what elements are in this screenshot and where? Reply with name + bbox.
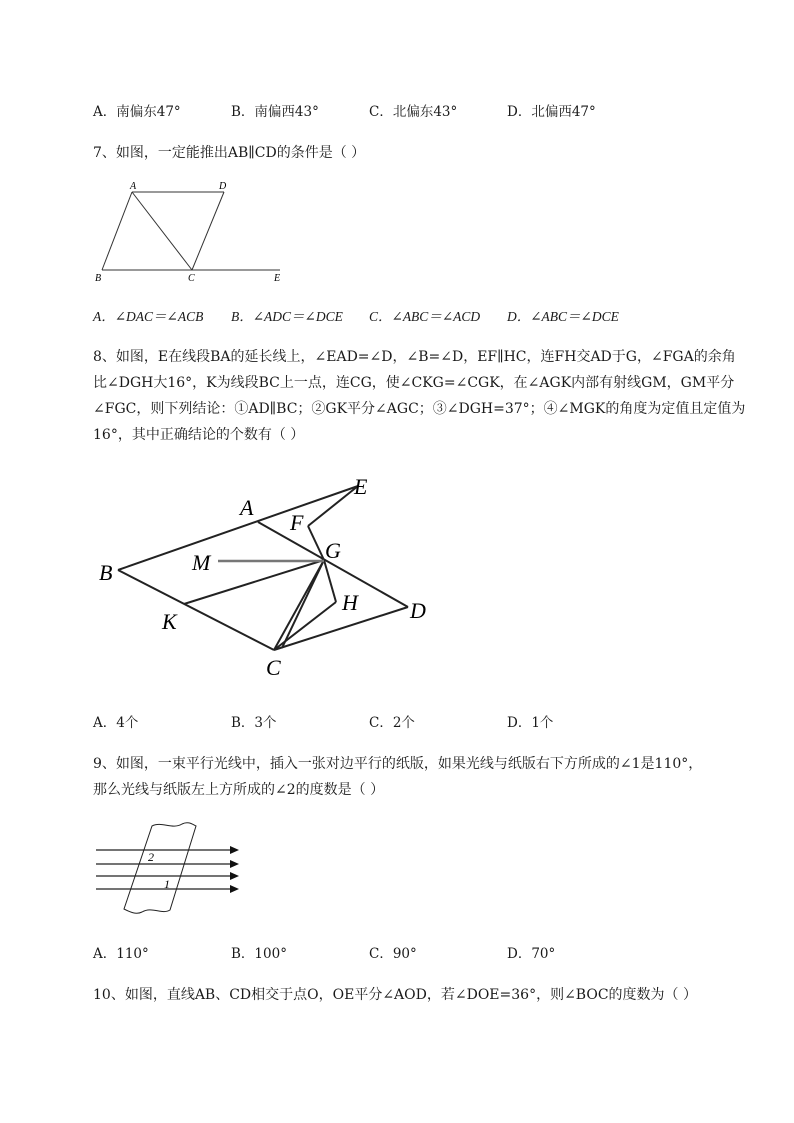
- q8-label-d: D: [410, 598, 426, 623]
- q9-stem-line-1: 9、如图，一束平行光线中，插入一张对边平行的纸版，如果光线与纸版右下方所成的∠1是110°，: [93, 756, 703, 772]
- q8-label-f: F: [290, 510, 304, 535]
- q8-label-a: A: [240, 495, 254, 520]
- q7-option-c[interactable]: C．∠ABC＝∠ACD: [369, 309, 481, 324]
- q7-label-c: C: [188, 273, 195, 284]
- q10-stem: 10、如图，直线AB、CD相交于点O，OE平分∠AOD，若∠DOE=36°，则∠BOC的度数为（ ）: [93, 987, 697, 1003]
- q8-option-a[interactable]: A．4个: [93, 715, 139, 731]
- q7-option-b[interactable]: B．∠ADC＝∠DCE: [231, 309, 343, 324]
- q8-stem-line-1: 8、如图，E在线段BA的延长线上，∠EAD=∠D，∠B=∠D，EF∥HC，连FH交AD于G，∠FGA的余角: [93, 349, 736, 365]
- q8-label-c: C: [266, 655, 281, 680]
- q6-option-a[interactable]: A．南偏东47°: [93, 104, 181, 120]
- q8-option-d[interactable]: D．1个: [507, 715, 554, 731]
- q9-option-a[interactable]: A．110°: [93, 946, 149, 962]
- q7-label-a: A: [130, 181, 137, 192]
- q9-figure: [94, 820, 244, 916]
- q6-option-c[interactable]: C．北偏东43°: [369, 104, 458, 120]
- q7-option-a[interactable]: A．∠DAC＝∠ACB: [93, 309, 204, 324]
- q7-label-b: B: [95, 273, 102, 284]
- q8-option-c[interactable]: C．2个: [369, 715, 415, 731]
- q8-label-k: K: [162, 609, 177, 634]
- q8-label-e: E: [354, 474, 368, 499]
- q6-option-d[interactable]: D．北偏西47°: [507, 104, 596, 120]
- q6-option-b[interactable]: B．南偏西43°: [231, 104, 319, 120]
- q8-stem-line-3: ∠FGC，则下列结论：①AD∥BC；②GK平分∠AGC；③∠DGH=37°；④∠MGK的角度为定值且定值为: [93, 401, 746, 417]
- q7-stem: 7、如图，一定能推出AB∥CD的条件是（ ）: [93, 145, 366, 161]
- q7-label-e: E: [274, 273, 281, 284]
- q8-label-m: M: [192, 550, 211, 575]
- q9-option-d[interactable]: D．70°: [507, 946, 556, 962]
- q8-stem-line-4: 16°，其中正确结论的个数有（ ）: [93, 427, 305, 443]
- q8-label-h: H: [342, 590, 358, 615]
- q9-option-b[interactable]: B．100°: [231, 946, 287, 962]
- q8-label-b: B: [99, 560, 113, 585]
- q7-label-d: D: [219, 181, 227, 192]
- q9-option-c[interactable]: C．90°: [369, 946, 417, 962]
- q8-option-b[interactable]: B．3个: [231, 715, 277, 731]
- q8-label-g: G: [325, 538, 341, 563]
- q9-angle-2-label: 2: [148, 850, 154, 864]
- q7-option-d[interactable]: D．∠ABC＝∠DCE: [507, 309, 619, 324]
- q9-angle-1-label: 1: [164, 877, 170, 891]
- q8-stem-line-2: 比∠DGH大16°，K为线段BC上一点，连CG，使∠CKG=∠CGK，在∠AGK内部有射线GM，GM平分: [93, 375, 735, 391]
- q7-figure: [92, 178, 292, 286]
- q9-stem-line-2: 那么光线与纸版左上方所成的∠2的度数是（ ）: [93, 782, 385, 798]
